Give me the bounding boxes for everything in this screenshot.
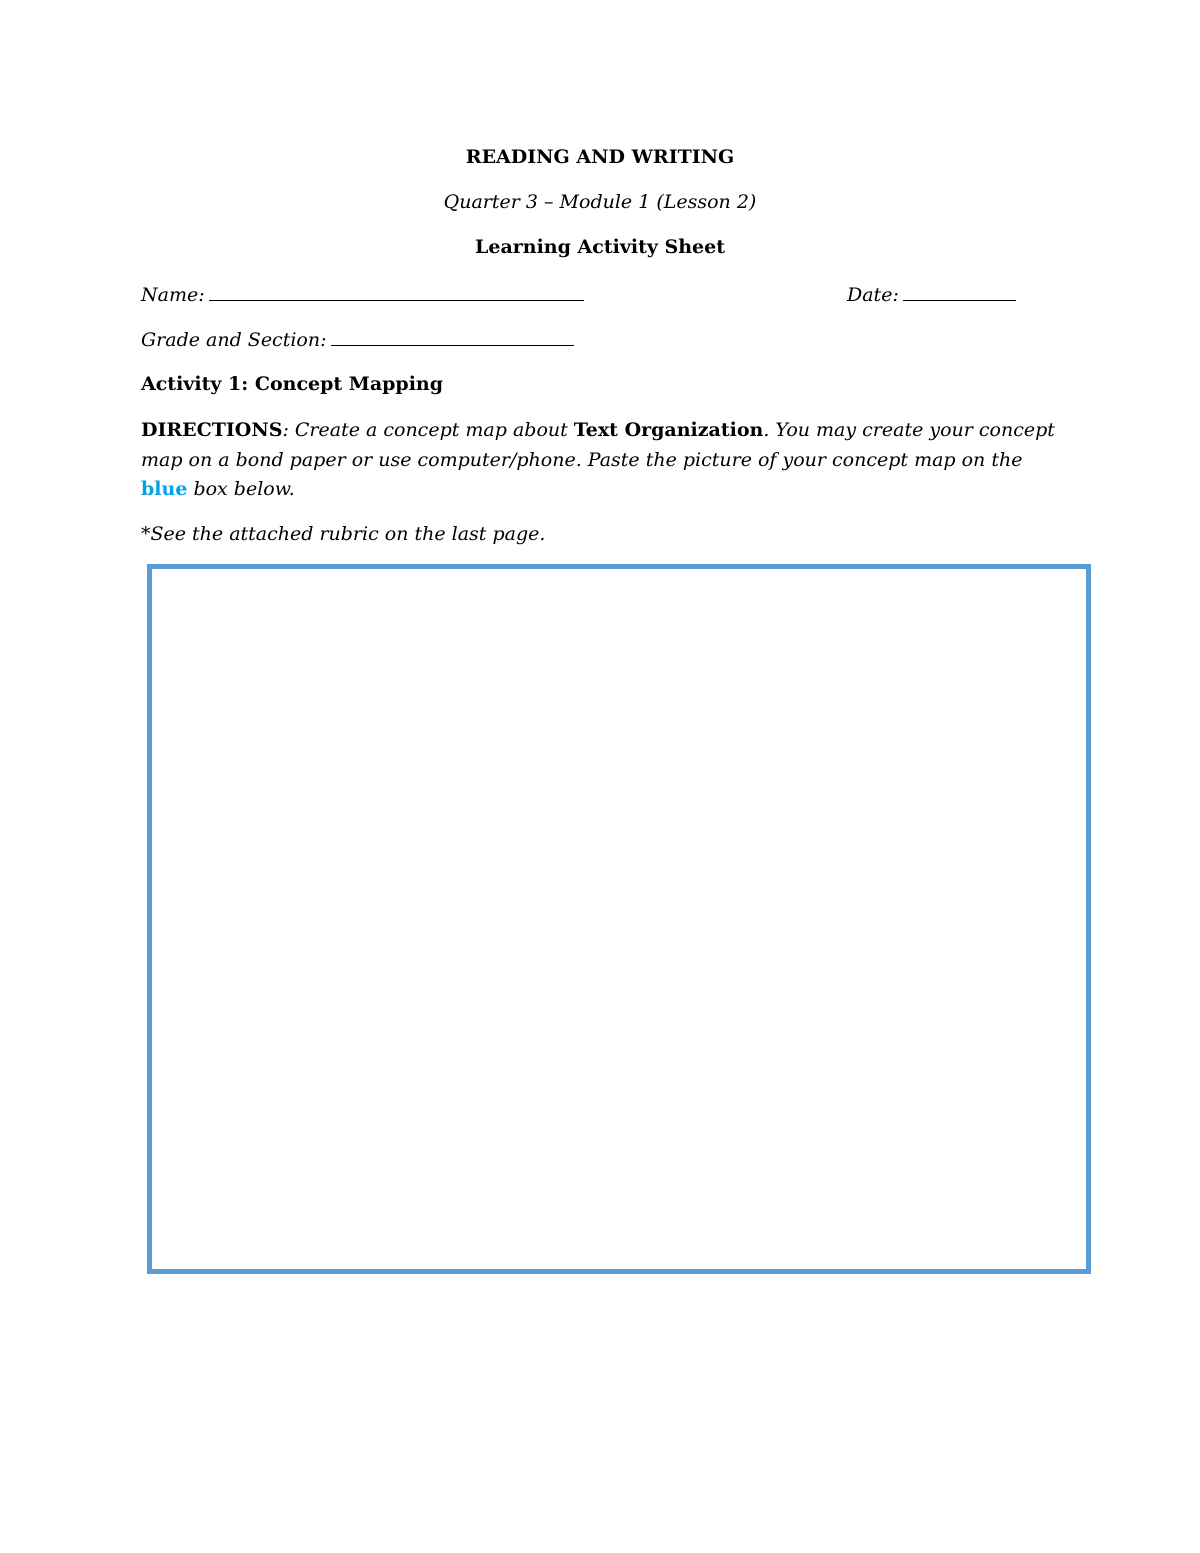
directions-colon: : xyxy=(282,419,289,441)
sheet-title: Learning Activity Sheet xyxy=(475,236,725,258)
name-label: Name: xyxy=(141,284,205,306)
grade-section-field xyxy=(141,326,574,352)
directions-text-1: Create a concept map about xyxy=(288,419,574,441)
document-subtitle: Quarter 3 – Module 1 (Lesson 2) xyxy=(443,191,757,213)
directions-topic: Text Organization xyxy=(573,419,764,441)
name-blank-line[interactable] xyxy=(209,281,584,301)
concept-map-paste-box[interactable] xyxy=(147,564,1091,1274)
rubric-note: *See the attached rubric on the last page. xyxy=(141,523,546,545)
document-title: READING AND WRITING xyxy=(465,146,735,168)
date-blank-line[interactable] xyxy=(903,281,1016,301)
directions-label: DIRECTIONS xyxy=(141,419,283,441)
grade-section-label: Grade and Section: xyxy=(141,329,327,351)
directions-blue-word: blue xyxy=(141,478,188,500)
directions-text-2: . You may create your concept map on a bond paper or use computer/phone. Paste the picture of your concept map on the xyxy=(141,419,1055,471)
name-field xyxy=(141,281,584,307)
directions-paragraph xyxy=(141,416,1061,505)
grade-section-blank-line[interactable] xyxy=(331,326,574,346)
activity-title: Activity 1: Concept Mapping xyxy=(141,373,444,395)
date-label: Date: xyxy=(847,284,899,306)
directions-text-3: box below. xyxy=(187,478,295,500)
date-field xyxy=(847,281,1016,307)
